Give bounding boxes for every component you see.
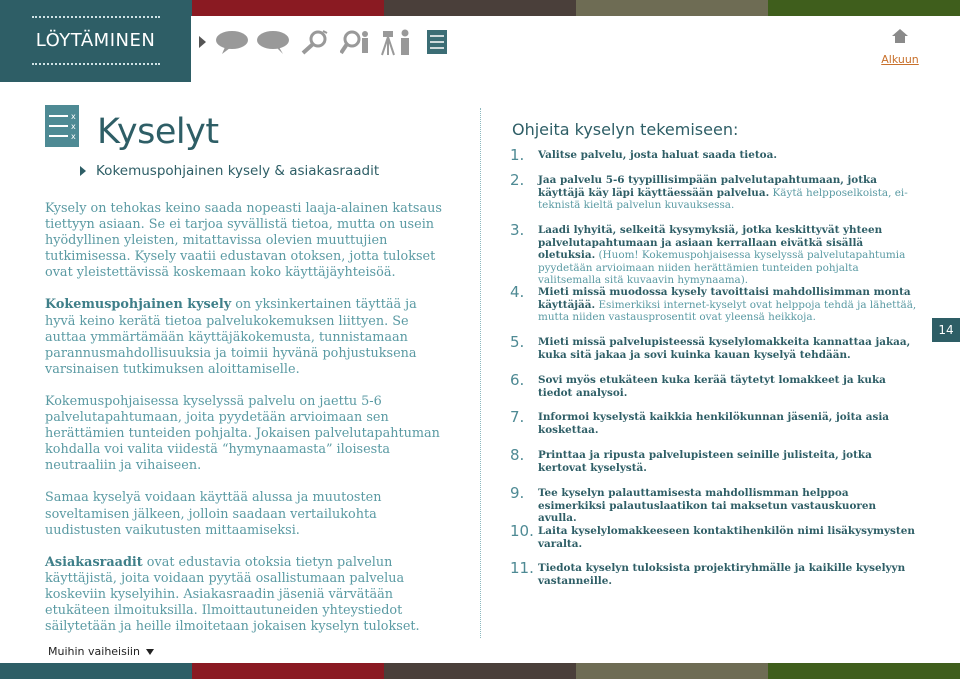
step-number: 2. xyxy=(510,171,525,189)
step-rest: (Huom! Kokemuspohjaisessa kyselyssä palvelutapahtumia pyydetään arvioimaan niiden herättämien tunteiden pohjalta valitsemalla sitä kuvaavin hymynaama). xyxy=(538,249,906,287)
step-bold: Laadi lyhyitä, selkeitä kysymyksiä, jotka keskittyvät yhteen palvelutapahtumaan ja asiaan kerrallaan eivätkä sisällä oletuksia. xyxy=(538,224,883,262)
paragraph: Samaa kyselyä voidaan käyttää alussa ja muutosten soveltamisen jälkeen, jolloin saadaan vertailukohta uudistusten vaikutusten mittaamiseksi. xyxy=(45,490,382,538)
step-text xyxy=(538,559,918,587)
step-text xyxy=(538,446,918,474)
section-title: LÖYTÄMINEN xyxy=(35,30,156,51)
bottom-color-bar xyxy=(0,663,960,679)
paragraph-text: on yksinkertainen täyttää ja hyvä keino kerätä tietoa palvelukokemuksen liittyen. Se auttaa ymmärtämään käyttäjäkokemusta, tunnistamaan parannusmahdollisuuksia ja toimii hyvänä pohjustuksena varsinaisen tutkimuksen aloittamiselle. xyxy=(45,297,417,377)
paragraph xyxy=(45,555,449,635)
column-divider xyxy=(480,108,481,638)
home-link[interactable] xyxy=(880,28,920,67)
home-icon[interactable] xyxy=(891,28,909,44)
list-item xyxy=(510,171,918,212)
step-bold: Sovi myös etukäteen kuka kerää täytetyt lomakkeet ja kuka tiedot analysoi. xyxy=(538,374,886,399)
phase-navigation xyxy=(196,24,454,60)
divider xyxy=(32,63,160,65)
speech-bubble-icon[interactable] xyxy=(256,27,290,57)
page-number: 14 xyxy=(932,318,960,342)
intro-text xyxy=(45,201,449,651)
instructions-heading: Ohjeita kyselyn tekemiseen: xyxy=(512,120,739,139)
step-number: 8. xyxy=(510,446,525,464)
divider xyxy=(32,16,160,18)
svg-text:x: x xyxy=(71,112,76,121)
step-text xyxy=(538,146,777,164)
section-title-box[interactable] xyxy=(0,0,191,82)
subtitle-text: Kokemuspohjainen kysely & asiakasraadit xyxy=(96,163,380,179)
caret-down-icon[interactable] xyxy=(146,649,154,655)
step-bold: Tee kyselyn palauttamisesta mahdollismman helppoa esimerkiksi palautuslaatikon tai maksetun vastauskuoren avulla. xyxy=(538,487,877,525)
list-item xyxy=(510,283,918,324)
step-bold: Tiedota kyselyn tuloksista projektiryhmälle ja kaikille kyselyyn vastanneille. xyxy=(538,562,906,587)
magnifier-person-icon[interactable] xyxy=(338,27,372,57)
checklist-icon[interactable] xyxy=(420,27,454,57)
step-number: 1. xyxy=(510,146,525,164)
step-text xyxy=(538,408,918,436)
step-number: 6. xyxy=(510,371,525,389)
step-text xyxy=(538,171,918,212)
step-number: 4. xyxy=(510,283,525,301)
step-text xyxy=(538,333,918,361)
speech-bubble-icon[interactable] xyxy=(215,27,249,57)
step-text xyxy=(538,484,918,525)
list-item xyxy=(510,446,918,474)
step-bold: Mieti missä palvelupisteessä kyselylomakkeita kannattaa jakaa, kuka sitä jakaa ja sovi kuinka kauan kyselyä tehdään. xyxy=(538,336,911,361)
list-item xyxy=(510,559,918,587)
step-text xyxy=(538,371,918,399)
step-text xyxy=(538,221,918,287)
other-phases-label[interactable]: Muihin vaiheisiin xyxy=(48,645,140,658)
step-number: 7. xyxy=(510,408,525,426)
step-text xyxy=(538,522,918,550)
svg-text:x: x xyxy=(71,122,76,131)
paragraph: Kokemuspohjaisessa kyselyssä palvelu on jaettu 5-6 palvelutapahtumaan, joita pyydetään arvioimaan sen herättämien tunteiden pohjalta. Jokaisen palvelutapahtuman kohdalla voi valita viidestä “hymynaamasta” iloisesta neutraaliin ja vihaiseen. xyxy=(45,393,440,474)
step-bold: Mieti missä muodossa kysely tavoittaisi mahdollisimman monta käyttäjää. xyxy=(538,286,911,311)
other-phases-menu[interactable] xyxy=(48,645,154,658)
step-bold: Informoi kyselystä kaikkia henkilökunnan jäseniä, joita asia koskettaa. xyxy=(538,411,890,436)
step-bold: Laita kyselylomakkeeseen kontaktihenkilön nimi lisäkysymysten varalta. xyxy=(538,525,915,550)
paragraph xyxy=(45,297,449,377)
list-item xyxy=(510,146,918,164)
page-title: Kyselyt xyxy=(97,112,219,152)
step-number: 3. xyxy=(510,221,525,239)
camera-tripod-person-icon[interactable] xyxy=(379,27,413,57)
term: Kokemuspohjainen kysely xyxy=(45,297,232,313)
magnifier-tool-icon[interactable] xyxy=(297,27,331,57)
chevron-right-icon xyxy=(196,27,208,57)
page-subtitle xyxy=(80,163,379,179)
paragraph: Kysely on tehokas keino saada nopeasti laaja-alainen katsaus tiettyyn asiaan. Se ei tarjoa syvällistä tietoa, mutta on usein hyödyllinen yleisten, mitattavissa olevien muuttujien tutkimisessa. Kysely vaatii edustavan otoksen, jotta tulokset ovat yleistettävissä koskemaan koko käyttäjäyhteisöä. xyxy=(45,201,442,281)
step-number: 9. xyxy=(510,484,525,502)
step-number: 5. xyxy=(510,333,525,351)
paragraph-text: ovat edustavia otoksia tietyn palvelun käyttäjistä, joita voidaan pyytää osallistumaan palvelua koskeviin kyselyihin. Asiakasraadin jäseniä värvätään etukäteen ilmoituksilla. Ilmoittautuneiden yhteystiedot säilytetään ja heille ilmoitetaan jokaisen kyselyn tulokset. xyxy=(45,554,420,635)
step-number: 10. xyxy=(510,522,534,540)
checklist-icon xyxy=(44,104,80,148)
svg-text:x: x xyxy=(71,132,76,141)
list-item xyxy=(510,221,918,287)
step-number: 11. xyxy=(510,559,534,577)
list-item xyxy=(510,371,918,399)
step-rest: Esimerkiksi internet-kyselyt ovat helppoja tehdä ja lähettää, mutta niiden vastausprosentit ovat yleensä heikkoja. xyxy=(538,298,917,324)
step-rest: Käytä helpposelkoista, ei-teknistä kieltä palvelun kuvauksessa. xyxy=(538,186,908,212)
step-bold: Valitse palvelu, josta haluat saada tietoa. xyxy=(538,149,777,161)
chevron-right-icon xyxy=(80,166,86,176)
list-item xyxy=(510,522,918,550)
list-item xyxy=(510,408,918,436)
step-bold: Printtaa ja ripusta palvelupisteen seinille julisteita, jotka kertovat kyselystä. xyxy=(538,449,872,474)
term: Asiakasraadit xyxy=(45,554,143,570)
home-label[interactable]: Alkuun xyxy=(881,53,919,66)
list-item xyxy=(510,484,918,525)
step-bold: Jaa palvelu 5-6 tyypillisimpään palvelutapahtumaan, jotka käyttäjä käy läpi käyttäessään palvelua. xyxy=(538,174,877,199)
list-item xyxy=(510,333,918,361)
step-text xyxy=(538,283,918,324)
